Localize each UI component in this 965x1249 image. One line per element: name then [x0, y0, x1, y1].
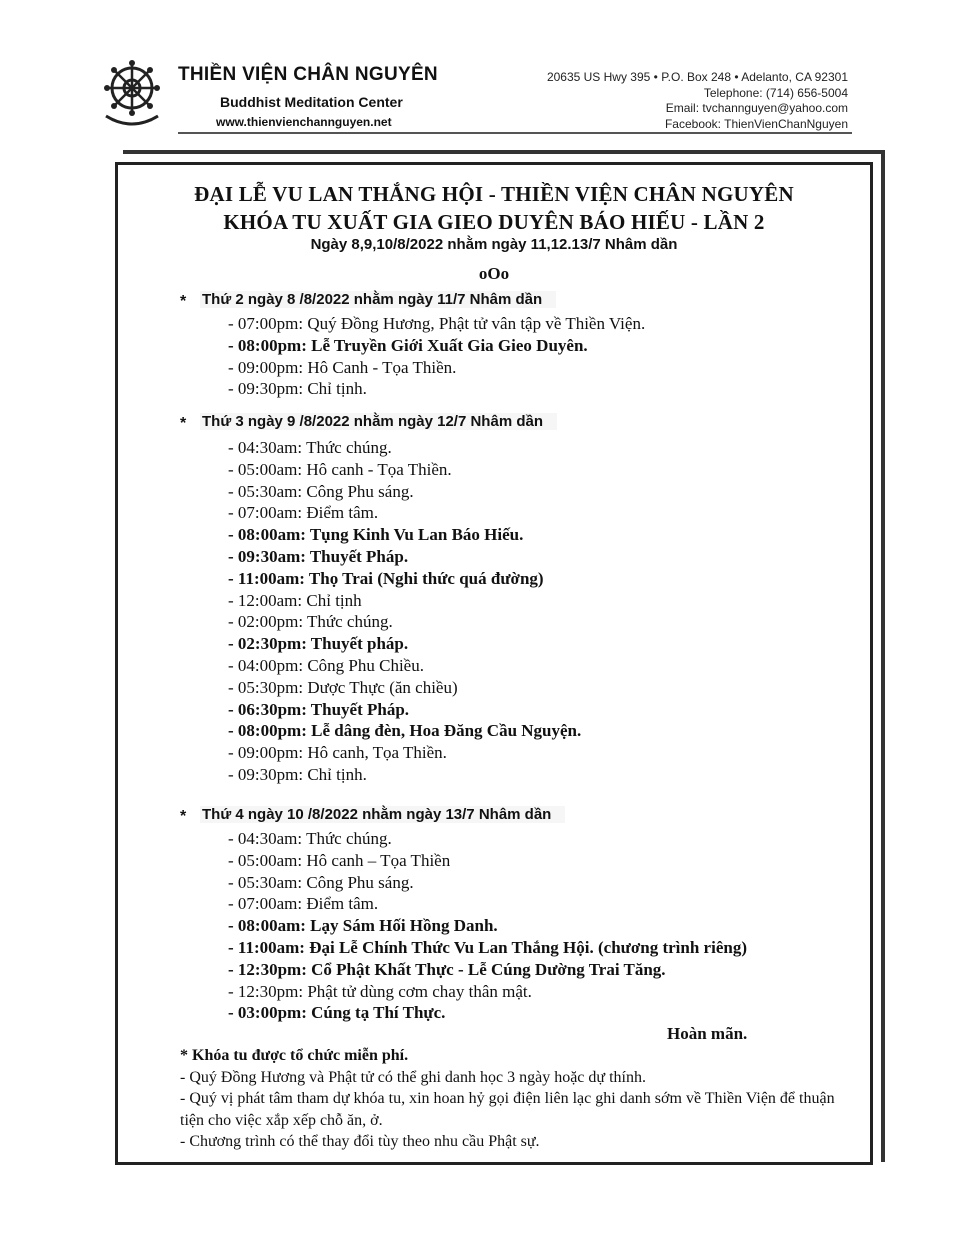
schedule-item: - 02:30pm: Thuyết pháp.: [228, 634, 409, 654]
notice-dates: Ngày 8,9,10/8/2022 nhằm ngày 11,12.13/7 Nhâm dần: [310, 236, 678, 253]
contact-facebook: Facebook: ThienVienChanNguyen: [664, 116, 848, 131]
schedule-item: - 07:00pm: Quý Đồng Hương, Phật tử vân tập về Thiền Viện.: [228, 314, 646, 333]
bullet-star: *: [180, 415, 187, 432]
schedule-item: - 08:00am: Tụng Kinh Vu Lan Báo Hiếu.: [228, 525, 524, 545]
schedule-item: - 08:00am: Lạy Sám Hối Hồng Danh.: [228, 916, 498, 936]
org-name: THIỀN VIỆN CHÂN NGUYÊN: [178, 64, 438, 85]
day-heading-label: Thứ 4 ngày 10 /8/2022 nhằm ngày 13/7 Nhâm dần: [200, 806, 565, 823]
contact-block: [547, 70, 848, 132]
note-item: - Chương trình có thể thay đổi tùy theo nhu cầu Phật sự.: [180, 1133, 540, 1150]
schedule-item: - 09:30pm: Chỉ tịnh.: [228, 764, 367, 784]
schedule-item: - 08:00pm: Lễ Truyền Giới Xuất Gia Gieo Duyên.: [228, 335, 588, 355]
schedule-item: - 12:00am: Chỉ tịnh: [228, 590, 362, 610]
day-heading-label: Thứ 3 ngày 9 /8/2022 nhằm ngày 12/7 Nhâm dần: [200, 413, 557, 430]
closing-text: Hoàn mãn.: [667, 1024, 748, 1043]
schedule-list: [228, 437, 581, 786]
separator: oOo: [478, 264, 510, 283]
schedule-item: - 06:30pm: Thuyết Pháp.: [228, 699, 410, 719]
org-subtitle: Buddhist Meditation Center: [220, 94, 403, 110]
schedule-item: - 07:00am: Điểm tâm.: [228, 503, 379, 523]
schedule-list: [228, 313, 645, 400]
contact-email: Email: tvchannguyen@yahoo.com: [665, 101, 848, 115]
schedule-item: - 07:00am: Điểm tâm.: [228, 894, 379, 914]
schedule-item: - 03:00pm: Cúng tạ Thí Thực.: [228, 1003, 446, 1023]
schedule-item: - 05:00am: Hô canh - Tọa Thiền.: [228, 459, 452, 479]
schedule-item: - 02:00pm: Thức chúng.: [228, 612, 393, 632]
notes-block: [180, 1045, 850, 1153]
schedule-item: - 05:30am: Công Phu sáng.: [228, 481, 414, 501]
schedule-item: - 04:30am: Thức chúng.: [228, 438, 392, 457]
schedule-list: [228, 828, 747, 1024]
day-heading-label: Thứ 2 ngày 8 /8/2022 nhằm ngày 11/7 Nhâm dần: [200, 291, 556, 308]
contact-telephone: Telephone: (714) 656-5004: [703, 85, 848, 100]
schedule-item: - 04:30am: Thức chúng.: [228, 829, 392, 848]
letterhead: [96, 58, 852, 134]
letterhead-divider: [178, 132, 852, 134]
org-website: www.thienvienchannguyen.net: [216, 115, 392, 129]
bullet-star: *: [180, 293, 187, 310]
notes-heading: * Khóa tu được tổ chức miễn phí.: [180, 1047, 409, 1064]
dharma-wheel-logo: [96, 58, 168, 130]
schedule-item: - 12:30pm: Phật tử dùng cơm chay thân mật.: [228, 981, 532, 1001]
schedule-item: - 05:30am: Công Phu sáng.: [228, 872, 414, 892]
schedule-item: - 09:00pm: Hô Canh - Tọa Thiền.: [228, 357, 457, 377]
schedule-item: - 11:00am: Đại Lễ Chính Thức Vu Lan Thắng Hội. (chương trình riêng): [228, 937, 747, 957]
schedule-item: - 12:30pm: Cổ Phật Khất Thực - Lễ Cúng Dường Trai Tăng.: [228, 959, 666, 979]
schedule-item: - 09:30pm: Chỉ tịnh.: [228, 379, 367, 399]
schedule-item: - 09:00pm: Hô canh, Tọa Thiền.: [228, 743, 447, 763]
schedule-item: - 04:00pm: Công Phu Chiều.: [228, 655, 424, 675]
schedule-item: - 05:30pm: Dược Thực (ăn chiều): [228, 677, 458, 697]
note-item: - Quý Đồng Hương và Phật tử có thể ghi danh học 3 ngày hoặc dự thính.: [180, 1068, 646, 1086]
schedule-item: - 09:30am: Thuyết Pháp.: [228, 546, 409, 566]
schedule-item: - 05:00am: Hô canh – Tọa Thiền: [228, 850, 451, 870]
note-item: - Quý vị phát tâm tham dự khóa tu, xin hoan hỷ gọi điện liên lạc ghi danh sớm về Thiền Viện để thuận tiện cho việc xắp xếp chỗ ăn, ở.: [180, 1090, 835, 1129]
contact-address: 20635 US Hwy 395 • P.O. Box 248 • Adelanto, CA 92301: [546, 70, 848, 84]
schedule-item: - 08:00pm: Lễ dâng đèn, Hoa Đăng Cầu Nguyện.: [228, 721, 582, 741]
notice-title-2: KHÓA TU XUẤT GIA GIEO DUYÊN BÁO HIẾU - LẦN 2: [223, 210, 765, 234]
bullet-star: *: [180, 808, 187, 825]
schedule-item: - 11:00am: Thọ Trai (Nghi thức quá đường): [228, 568, 544, 588]
notice-title-1: ĐẠI LỄ VU LAN THẮNG HỘI - THIỀN VIỆN CHÂN NGUYÊN: [194, 182, 794, 206]
